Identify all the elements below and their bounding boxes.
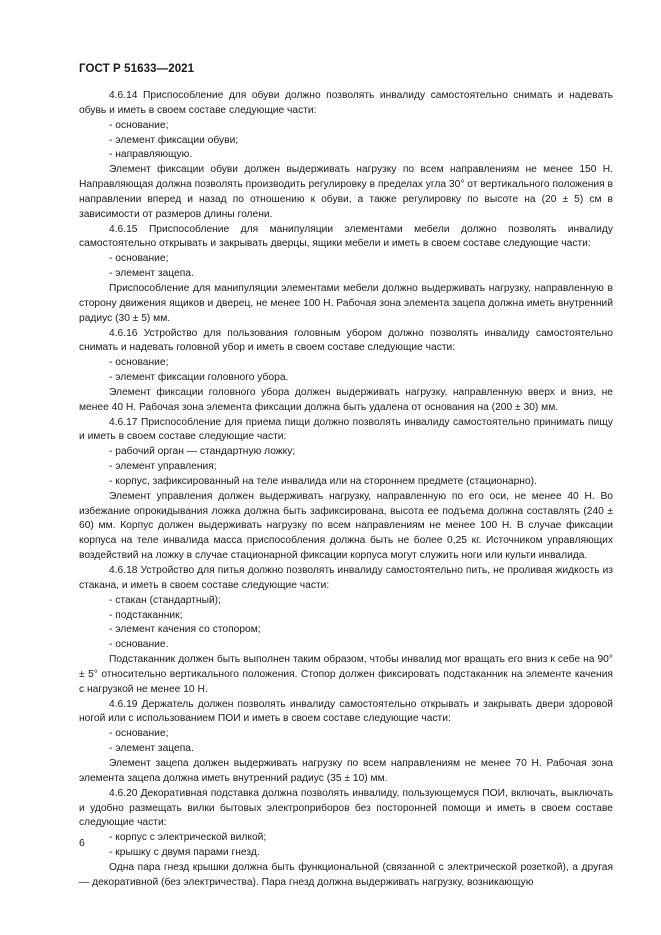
list-item: - основание. xyxy=(109,639,169,651)
list-item: - элемент качения со стопором; xyxy=(109,624,261,636)
paragraph: 4.6.14 Приспособление для обуви должно позволять инвалиду самостоятельно снимать и надевать обувь и иметь в своем составе следующие части: xyxy=(79,90,613,116)
list-item: - элемент фиксации обуви; xyxy=(109,134,239,146)
list-item: - рабочий орган — стандартную ложку; xyxy=(109,446,296,458)
paragraph: Элемент фиксации обуви должен выдерживать нагрузку по всем направлениям не менее 150 Н. Направляющая должна позволять производить регулировку в пределах угла 30° от вертикального положения в направлении вперед и назад по отношению к обуви, а также регулировку по высоте на (20 ± 5) см в зависимости от размеров длины голени. xyxy=(79,164,613,220)
paragraph: Подстаканник должен быть выполнен таким образом, чтобы инвалид мог вращать его вниз к себе на 90° ± 5° относительно вертикального положения. Стопор должен фиксировать подстаканник на элементе качения с нагрузкой не менее 10 Н. xyxy=(79,654,613,695)
list-item: - элемент зацепа. xyxy=(109,268,194,280)
list-item: - элемент фиксации головного убора. xyxy=(109,372,289,384)
list-item: - направляющую. xyxy=(109,149,193,161)
list-item: - элемент зацепа. xyxy=(109,743,194,755)
document-header: ГОСТ Р 51633—2021 xyxy=(79,63,195,75)
list-item: - основание; xyxy=(109,253,169,265)
paragraph: Элемент зацепа должен выдерживать нагрузку по всем направлениям не менее 70 Н. Рабочая зона элемента зацепа должна иметь внутренний радиус (35 ± 10) мм. xyxy=(79,757,613,784)
list-item: - основание; xyxy=(109,728,169,740)
paragraph: 4.6.19 Держатель должен позволять инвалиду самостоятельно открывать и закрывать двери здоровой ногой или с использованием ПОИ и иметь в своем составе следующие части: xyxy=(79,698,613,725)
paragraph: Элемент управления должен выдерживать нагрузку, направленную по его оси, не менее 40 Н. Во избежание опрокидывания ложка должна быть зафиксирована, высота ее подъема должна составлять (240 ± 60) мм. Корпус должен выдерживать нагрузку по всем направлениям не менее 100 Н. В случае фиксации корпуса на теле инвалида масса приспособления должна быть не более 0,25 кг. Источником управляющих воздействий на ложку в случае стационарной фиксации корпуса могут служить ноги или культи инвалида. xyxy=(79,490,613,562)
document-body xyxy=(79,89,613,891)
paragraph: 4.6.15 Приспособление для манипуляции элементами мебели должно позволять инвалиду самостоятельно открывать и закрывать дверцы, ящики мебели и иметь в своем составе следующие части: xyxy=(79,223,613,250)
list-item: - крышку с двумя парами гнезд. xyxy=(109,847,260,859)
paragraph: Приспособление для манипуляции элементами мебели должно выдерживать нагрузку, направленную в сторону движения ящиков и дверец, не менее 100 Н. Рабочая зона элемента зацепа должна иметь внутренний радиус (30 ± 5) мм. xyxy=(79,282,613,324)
paragraph: 4.6.20 Декоративная подставка должна позволять инвалиду, пользующемуся ПОИ, включать, выключать и удобно размещать вилки бытовых электроприборов без посторонней помощи и иметь в своем составе следующие части: xyxy=(79,787,613,829)
paragraph: Элемент фиксации головного убора должен выдерживать нагрузку, направленную вверх и вниз, не менее 40 Н. Рабочая зона элемента фиксации должна быть удалена от основания на (200 ± 30) мм. xyxy=(79,386,613,413)
paragraph: 4.6.16 Устройство для пользования головным убором должно позволять инвалиду самостоятельно снимать и надевать головной убор и иметь в своем составе следующие части: xyxy=(79,327,613,354)
list-item: - основание; xyxy=(109,119,169,131)
paragraph: 4.6.17 Приспособление для приема пищи должно позволять инвалиду самостоятельно принимать пищу и иметь в своем составе следующие части: xyxy=(79,416,613,443)
list-item: - корпус, зафиксированный на теле инвалида или на стороннем предмете (стационарно). xyxy=(109,475,537,487)
list-item: - корпус с электрической вилкой; xyxy=(109,832,267,844)
paragraph: 4.6.18 Устройство для питья должно позволять инвалиду самостоятельно пить, не проливая жидкость из стакана, и иметь в своем составе следующие части: xyxy=(79,565,613,591)
list-item: - стакан (стандартный); xyxy=(109,594,221,606)
list-item: - основание; xyxy=(109,357,169,369)
paragraph: Одна пара гнезд крышки должна быть функциональной (связанной с электрической розеткой), а другая — декоративной (без электричества). Пара гнезд должна выдерживать нагрузку, возникающую xyxy=(79,861,613,888)
list-item: - элемент управления; xyxy=(109,461,217,473)
list-item: - подстаканник; xyxy=(109,609,183,621)
page-number: 6 xyxy=(79,837,85,849)
